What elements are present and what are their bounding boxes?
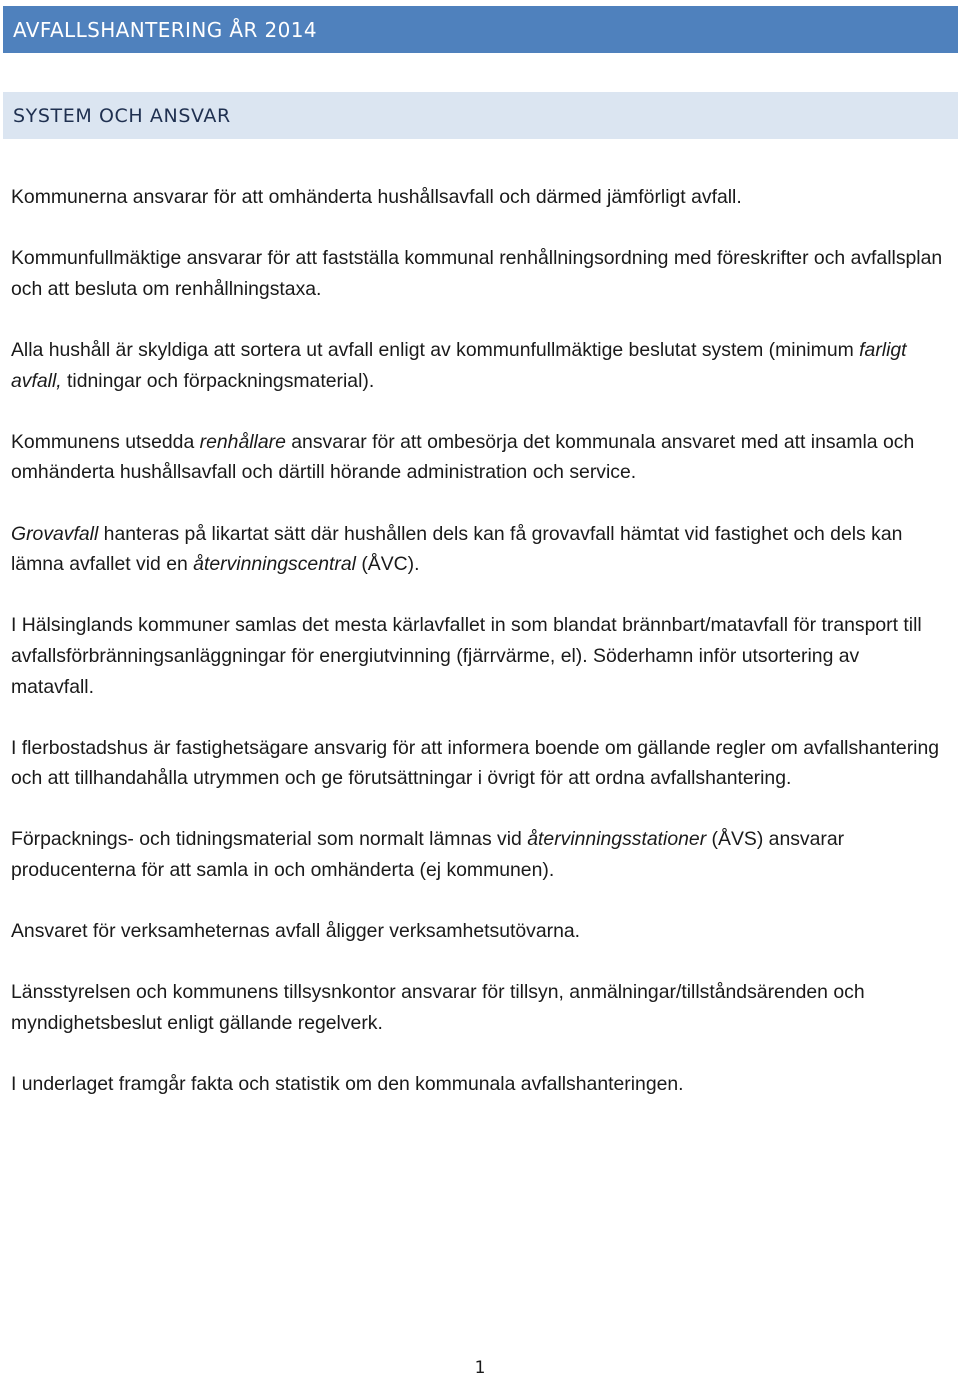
paragraph-bulky-waste bbox=[11, 519, 946, 580]
paragraph-producer-responsibility bbox=[11, 824, 946, 885]
paragraph-background-data: I underlaget framgår fakta och statistik om den kommunala avfallshanteringen. bbox=[11, 1073, 684, 1096]
emphasis-term: Grovavfall bbox=[11, 522, 99, 545]
document-body bbox=[11, 182, 946, 1130]
paragraph-text: hanteras på likartat sätt där hushållen dels kan få grovavfall hämtat vid fastighet och dels kan lämna avfallet vid en bbox=[11, 522, 903, 576]
paragraph-household-sorting bbox=[11, 335, 946, 396]
paragraph-text: ansvarar för att ombesörja det kommunala ansvaret med att insamla och omhänderta hushållsavfall och därtill hörande administration och service. bbox=[11, 430, 915, 484]
paragraph-apartment-buildings: I flerbostadshus är fastighetsägare ansvarig för att informera boende om gällande regler om avfallshantering och att tillhandahålla utrymmen och ge förutsättningar i övrigt för att ordna avfallshantering. bbox=[11, 736, 940, 790]
paragraph-text: (ÅVS) ansvarar producenterna för att samla in och omhänderta (ej kommunen). bbox=[11, 828, 845, 882]
section-heading: SYSTEM OCH ANSVAR bbox=[13, 104, 231, 127]
emphasis-term: farligt avfall, bbox=[11, 338, 907, 392]
paragraph-halsingland-collection: I Hälsinglands kommuner samlas det mesta kärlavfallet in som blandat brännbart/matavfall för transport till avfallsförbränningsanläggningar för energiutvinning (fjärrvärme, el). Söderhamn inför utsortering av matavfall. bbox=[11, 614, 922, 698]
paragraph-supervision: Länsstyrelsen och kommunens tillsysnkontor ansvarar för tillsyn, anmälningar/tillståndsärenden och myndighetsbeslut enligt gällande regelverk. bbox=[11, 981, 865, 1035]
section-heading-bar bbox=[3, 92, 958, 139]
paragraph-municipal-responsibility: Kommunerna ansvarar för att omhänderta hushållsavfall och därmed jämförligt avfall. bbox=[11, 186, 742, 208]
paragraph-text: Kommunens utsedda bbox=[11, 430, 200, 453]
document-title-bar bbox=[3, 6, 958, 53]
emphasis-term: renhållare bbox=[199, 430, 286, 453]
paragraph-business-waste: Ansvaret för verksamheternas avfall åligger verksamhetsutövarna. bbox=[11, 920, 581, 943]
emphasis-term: återvinningsstationer bbox=[527, 828, 707, 851]
paragraph-council-responsibility: Kommunfullmäktige ansvarar för att fastställa kommunal renhållningsordning med föreskrifter och avfallsplan och att besluta om renhållningstaxa. bbox=[11, 247, 943, 300]
paragraph-text: (ÅVC). bbox=[355, 553, 420, 576]
paragraph-waste-collector bbox=[11, 427, 946, 488]
document-title: AVFALLSHANTERING ÅR 2014 bbox=[13, 17, 317, 42]
paragraph-text: tidningar och förpackningsmaterial). bbox=[61, 369, 375, 392]
paragraph-text: Förpacknings- och tidningsmaterial som normalt lämnas vid bbox=[11, 828, 528, 851]
emphasis-term: återvinningscentral bbox=[193, 553, 356, 576]
paragraph-text: Alla hushåll är skyldiga att sortera ut avfall enligt av kommunfullmäktige beslutat system (minimum bbox=[11, 338, 860, 361]
page-number: 1 bbox=[474, 1358, 486, 1378]
